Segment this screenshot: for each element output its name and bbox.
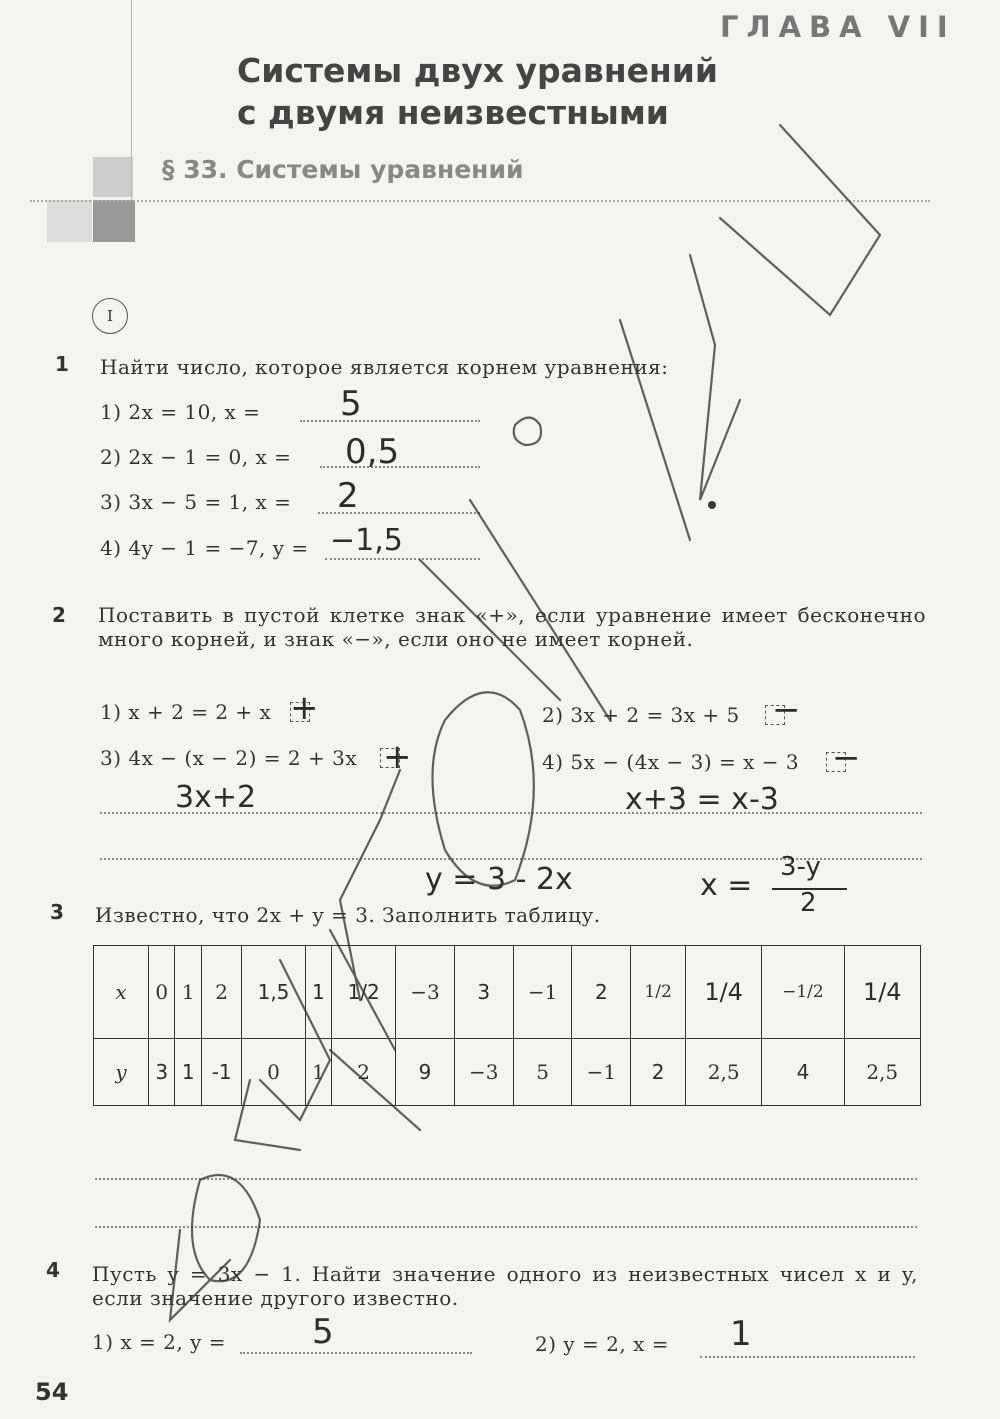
task4-item-label: 1) x = 2, y = bbox=[92, 1330, 226, 1354]
table-cell: −1 bbox=[572, 1039, 631, 1106]
task-text: Найти число, которое является корнем уравнения: bbox=[100, 355, 669, 379]
handwritten-answer: −1,5 bbox=[330, 523, 403, 558]
handwritten-work: 3x+2 bbox=[175, 780, 257, 815]
section-title: § 33. Системы уравнений bbox=[162, 155, 524, 184]
table-cell-handwritten: 3 bbox=[149, 1039, 175, 1106]
table-cell: 2,5 bbox=[685, 1039, 761, 1106]
table-cell-handwritten: 9 bbox=[396, 1039, 455, 1106]
table-cell-handwritten: 2 bbox=[631, 1039, 686, 1106]
table-cell: −1/2 bbox=[762, 946, 844, 1039]
table-cell-handwritten: 3 bbox=[454, 946, 513, 1039]
task1-item-label: 2) 2x − 1 = 0, x = bbox=[100, 445, 292, 469]
task4-item-label: 2) y = 2, x = bbox=[535, 1332, 669, 1356]
table-cell: 2 bbox=[332, 1039, 396, 1106]
task2-item-label: 4) 5x − (4x − 3) = x − 3 bbox=[542, 750, 800, 774]
table-cell-handwritten: 2 bbox=[572, 946, 631, 1039]
table-cell: −1 bbox=[513, 946, 572, 1039]
table-cell: 2,5 bbox=[844, 1039, 920, 1106]
handwritten-work: x+3 = x-3 bbox=[625, 782, 779, 817]
handwritten-answer: 5 bbox=[340, 384, 362, 424]
table-cell: 5 bbox=[513, 1039, 572, 1106]
handwritten-answer: 1 bbox=[730, 1314, 752, 1354]
handwritten-answer: 5 bbox=[312, 1312, 334, 1352]
task2-item-label: 1) x + 2 = 2 + x bbox=[100, 700, 272, 724]
level-badge: I bbox=[92, 298, 128, 334]
page-number: 54 bbox=[35, 1378, 69, 1406]
table-cell: −3 bbox=[396, 946, 455, 1039]
table-cell-handwritten: 1/2 bbox=[332, 946, 396, 1039]
task-text: Пусть y = 3x − 1. Найти значение одного из неизвестных чисел x и y, если значение другого известно. bbox=[92, 1262, 918, 1310]
task2-item-label: 3) 4x − (x − 2) = 2 + 3x bbox=[100, 746, 358, 770]
task2-item-label: 2) 3x + 2 = 3x + 5 bbox=[542, 703, 740, 727]
task-number: 1 bbox=[55, 352, 69, 376]
table-cell-handwritten: -1 bbox=[201, 1039, 241, 1106]
title-line-1: Системы двух уравнений bbox=[237, 51, 719, 90]
title-line-2: с двумя неизвестными bbox=[237, 93, 669, 132]
table-cell: 1 bbox=[175, 946, 201, 1039]
handwritten-answer: − bbox=[772, 690, 801, 730]
table-cell: 2 bbox=[201, 946, 241, 1039]
table-cell-handwritten: 4 bbox=[762, 1039, 844, 1106]
handwritten-answer: + bbox=[290, 688, 319, 728]
table-cell: −3 bbox=[454, 1039, 513, 1106]
table-cell-handwritten: 1/4 bbox=[844, 946, 920, 1039]
task-number: 4 bbox=[46, 1258, 60, 1282]
handwritten-answer: − bbox=[832, 738, 861, 778]
task-number: 2 bbox=[52, 603, 66, 627]
handwritten-fraction-numerator: 3-y bbox=[780, 852, 821, 882]
table-header-y: y bbox=[94, 1039, 149, 1106]
table-cell: 0 bbox=[242, 1039, 305, 1106]
table-cell-handwritten: 1/4 bbox=[685, 946, 761, 1039]
task-number: 3 bbox=[50, 900, 64, 924]
table-cell-handwritten: 1 bbox=[175, 1039, 201, 1106]
table-cell-handwritten: 1,5 bbox=[242, 946, 305, 1039]
task-text: Поставить в пустой клетке знак «+», если уравнение имеет бесконечно много корней, и знак «−», если оно не имеет корней. bbox=[98, 603, 926, 651]
handwritten-work: x = bbox=[700, 868, 753, 903]
task-text: Известно, что 2x + y = 3. Заполнить таблицу. bbox=[95, 903, 601, 927]
handwritten-answer: 2 bbox=[337, 476, 359, 516]
table-header-x: x bbox=[94, 946, 149, 1039]
task1-item-label: 3) 3x − 5 = 1, x = bbox=[100, 490, 292, 514]
table-cell: 1 bbox=[305, 1039, 331, 1106]
table-cell-handwritten: 1 bbox=[305, 946, 331, 1039]
task1-item-label: 4) 4y − 1 = −7, y = bbox=[100, 536, 309, 560]
handwritten-answer: + bbox=[383, 737, 412, 777]
table-cell: 1/2 bbox=[631, 946, 686, 1039]
handwritten-fraction-denominator: 2 bbox=[800, 888, 817, 918]
handwritten-work: y = 3 - 2x bbox=[425, 862, 573, 897]
table-cell: 0 bbox=[149, 946, 175, 1039]
chapter-label: ГЛАВА VII bbox=[720, 10, 956, 44]
handwritten-answer: 0,5 bbox=[345, 432, 400, 472]
task1-item-label: 1) 2x = 10, x = bbox=[100, 400, 261, 424]
